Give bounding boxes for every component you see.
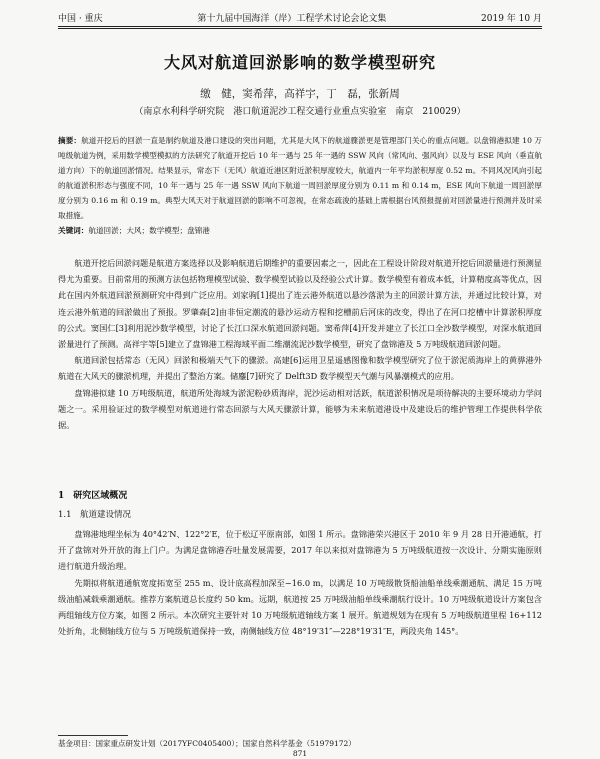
paragraph: 航道回淤包括常态（无风）回淤和极端天气下的骤淤。高建[6]运用卫星遥感图像和数学模型研究了位于淤泥质海岸上的黄骅港外航道在大风天的骤淤机理，并提出了整治方案。储鏖[7]研究了 Delft3D 数学模型天气潮与风暴潮模式的应用。: [58, 355, 542, 382]
header-date: 2019 年 10 月: [481, 13, 542, 24]
keywords-text: 航道回淤；大风；数学模型；盘锦港: [88, 226, 210, 235]
page-number: 871: [292, 749, 308, 758]
abstract-text: 航道开挖后的回淤一直是制约航道及港口建设的突出问题，尤其是大风下的航道骤淤更是管理部门关心的重点问题。以盘锦港拟建 10 万吨级航道为例，采用数学模型模拟的方法研究了航道开挖后 10 年一遇与 25 年一遇的 SSW 风向（常风向、强风向）以及与 ESE 风向（垂直航道方向）下的航道回淤情况。结果显示，常态下（无风）航道近港区附近淤积厚度较大，航道内一年平均淤积厚度 0.52 m。不同风况风向引起的航道淤积形态与强度不同，10 年一遇与 25 年一遇 SSW 风向下航道一周回淤厚度分别为 0.11 m 和 0.14 m，ESE 风向下航道一周回淤厚度分别为 0.16 m 和 0.19 m。典型大风天对于航道回淤的影响不可忽视，在常态疏浚的基础上需根据台风预报提前对回淤量进行预测并及时采取措施。: [58, 136, 543, 220]
header-location: 中国 · 重庆: [58, 13, 103, 24]
abstract: [58, 133, 542, 223]
paragraph: 盘锦港地理坐标为 40°42′N、122°2′E，位于松辽平原南部，如图 1 所示。盘锦港荣兴港区于 2010 年 9 月 28 日开港通航，打开了盘锦对外开放的海上门户。为满足盘锦港吞吐量发展需要，2017 年以来拟对盘锦港为 5 万吨级航道按一次设计、分期实施原则进行航道升级治理。: [58, 529, 542, 572]
keywords-label: 关键词：: [58, 226, 89, 235]
paragraph: 先期拟将航道通航宽度拓宽至 255 m、设计底高程加深至−16.0 m，以满足 10 万吨级散货船油船单线乘潮通航、满足 15 万吨级油船减载乘潮通航。推荐方案航道总长度约 50 km。远期，航道按 25 万吨级油船单线乘潮航行设计。10 万吨级航道设计方案包含两组轴线方位方案，如图 2 所示。本次研究主要针对 10 万吨级航道轴线方案 1 展开。航道规划为在现有 5 万吨级航道里程 16+112 处折角，北侧轴线方位与 5 万吨级航道保持一致，南侧轴线方位 48°19′31″—228°19′31″E，两段夹角 145°。: [58, 577, 542, 637]
keywords: [58, 223, 542, 238]
footnote-rule: [58, 735, 128, 736]
header-proceedings: 第十九届中国海洋（岸）工程学术讨论会论文集: [197, 13, 387, 24]
paragraph: 盘锦港拟建 10 万吨级航道，航道所处海域为淤泥粉砂质海岸，泥沙运动相对活跃，航道淤积情况是项待解决的主要环境动力学问题之一。采用验证过的数学模型对航道进行常态回淤与大风天骤淤计算，能够为未来航道港设中及建设后的维护管理工作提供科学依据。: [58, 387, 542, 431]
funding-footnote: 基金项目：国家重点研发计划（2017YFC0405400）；国家自然科学基金（51979172）: [58, 739, 356, 748]
affiliation: （南京水利科学研究院 港口航道泥沙工程交通行业重点实验室 南京 210029）: [134, 107, 466, 117]
abstract-label: 摘要：: [58, 136, 82, 145]
section-heading: 1 研究区域概况: [58, 491, 128, 501]
abstract-block: [58, 133, 542, 238]
paragraph: 航道开挖后回淤问题是航道方案选择以及影响航道后期维护的重要因素之一，因此在工程设计阶段对航道开挖后回淤量进行预测显得尤为重要。目前常用的预测方法包括物理模型试验、数学模型试验以及经验公式计算。数学模型有着成本低，计算精度高等优点，因此在国内外航道回淤预测研究中得到广泛应用。刘家驹[1]提出了连云港外航道以悬沙落淤为主的回淤计算方法，并通过比较计算，对连云港外航道的回淤做出了预报。罗肇森[2]由非恒定潮流的悬沙运动方程和挖槽前后河床的改变，得出了在河口挖槽中计算淤积厚度的公式。窦国仁[3]利用泥沙数学模型，讨论了长江口深水航道回淤问题。窦希萍[4]开发并建立了长江口全沙数学模型，对深水航道回淤量进行了预测。高祥宇等[5]建立了盘锦港工程海域平面二维潮流泥沙数学模型，研究了盘锦港及 5 万吨级航道回淤问题。: [58, 258, 542, 350]
subsection-heading: 1.1 航道建设情况: [58, 510, 132, 520]
paper-title: 大风对航道回淤影响的数学模型研究: [163, 53, 436, 72]
running-header: [58, 9, 542, 25]
author-list: 缴 健，窦希萍，高祥宇，丁 磊，张新周: [200, 88, 400, 100]
header-rule: [58, 26, 542, 27]
header-rule-second: [58, 28, 542, 29]
section-text: [58, 526, 542, 639]
introduction-text: [58, 255, 542, 433]
